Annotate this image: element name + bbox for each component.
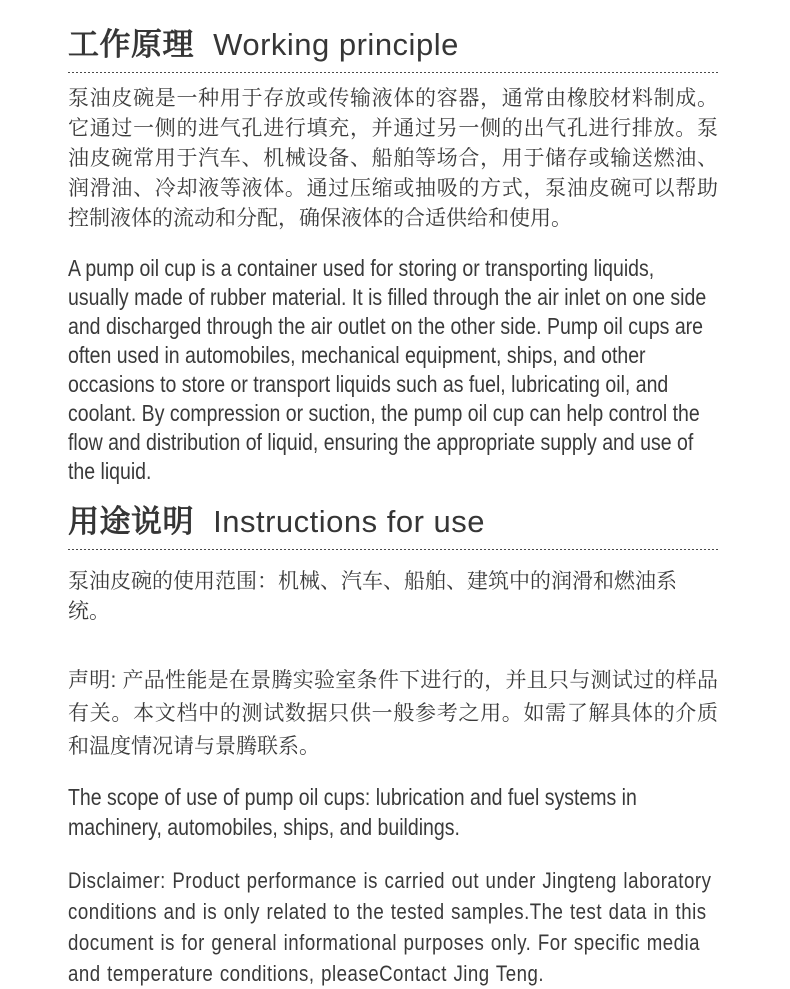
working-principle-paragraph-zh: 泵油皮碗是一种用于存放或传输液体的容器，通常由橡胶材料制成。它通过一侧的进气孔进行填充，并通过另一侧的出气孔进行排放。泵油皮碗常用于汽车、机械设备、船舶等场合，用于储存或输送燃油、润滑油、冷却液等液体。通过压缩或抽吸的方式，泵油皮碗可以帮助控制液体的流动和分配，确保液体的合适供给和使用。 [68, 87, 718, 230]
section-working-principle [68, 26, 718, 486]
disclaimer-paragraph-zh: 声明: 产品性能是在景腾实验室条件下进行的，并且只与测试过的样品有关。本文档中的测试数据只供一般参考之用。如需了解具体的介质和温度情况请与景腾联系。 [68, 669, 718, 758]
heading-working-principle-en: Working principle [213, 27, 459, 62]
heading-instructions-for-use-zh: 用途说明 [68, 504, 194, 539]
section-instructions-for-use [68, 503, 718, 989]
disclaimer-paragraph-en: Disclaimer: Product performance is carried out under Jingteng laboratory conditions and is only related to the tested samples.The test data in this document is for general informational purposes only. For specific media and temperature conditions, pleaseContact Jing Teng. [68, 868, 712, 986]
heading-instructions-for-use-en: Instructions for use [213, 504, 486, 539]
working-principle-paragraph-en: A pump oil cup is a container used for storing or transporting liquids, usually made of rubber material. It is filled through the air inlet on one side and discharged through the air outlet on the other side. Pump oil cups are often used in automobiles, mechanical equipment, ships, and other occasions to store or transport liquids such as fuel, lubricating oil, and coolant. By compression or suction, the pump oil cup can help control the flow and distribution of liquid, ensuring the appropriate supply and use of the liquid. [68, 255, 707, 484]
dashed-divider [68, 549, 718, 550]
scope-of-use-paragraph-en: The scope of use of pump oil cups: lubrication and fuel systems in machinery, automobiles, ships, and buildings. [68, 784, 637, 840]
scope-of-use-paragraph-zh: 泵油皮碗的使用范围：机械、汽车、船舶、建筑中的润滑和燃油系统。 [68, 570, 677, 623]
heading-working-principle [68, 26, 718, 64]
dashed-divider [68, 72, 718, 73]
heading-working-principle-zh: 工作原理 [68, 27, 194, 62]
heading-instructions-for-use [68, 503, 718, 541]
